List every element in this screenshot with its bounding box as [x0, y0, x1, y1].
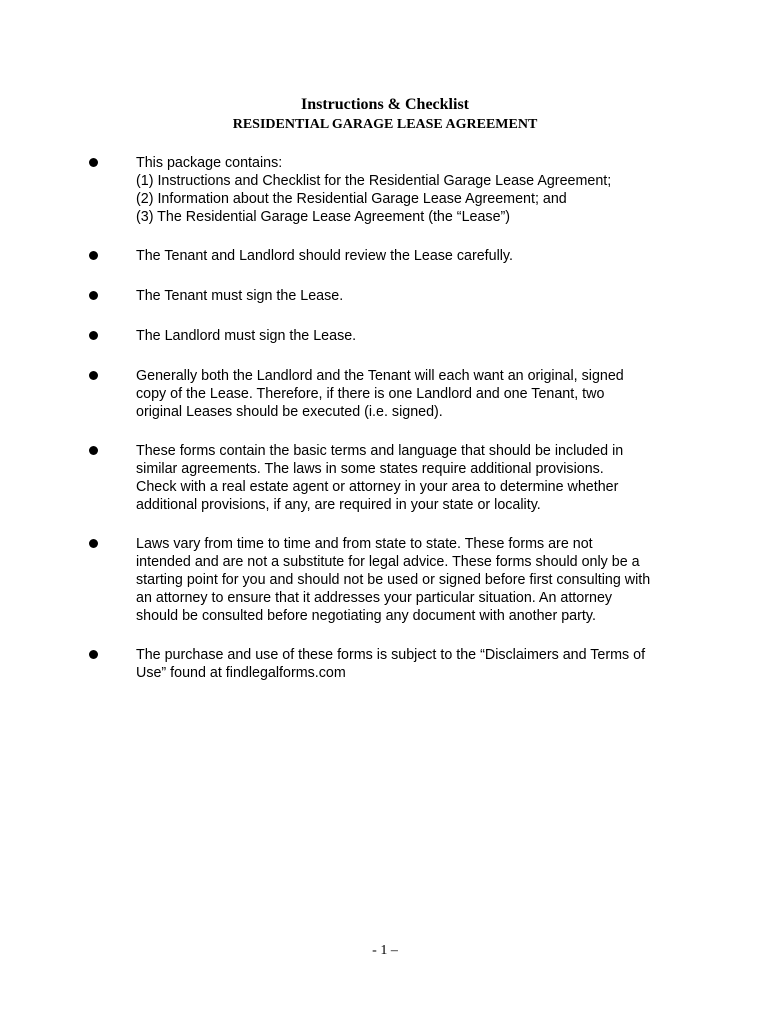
bullet-icon: [89, 539, 98, 548]
bullet-icon: [89, 251, 98, 260]
bullet-text: Laws vary from time to time and from state to state. These forms are not intended and are not a substitute for legal advice. These forms should only be a starting point for you and should not be used or signed before first consulting with an attorney to ensure that it addresses your particular situation. An attorney should be consulted before negotiating any document with another party.: [136, 536, 651, 624]
bullet-icon: [89, 158, 98, 167]
bullet-text: The purchase and use of these forms is subject to the “Disclaimers and Terms of Use” found at findlegalforms.com: [136, 647, 646, 681]
bullet-text: These forms contain the basic terms and language that should be included in similar agreements. The laws in some states require additional provisions. Check with a real estate agent or attorney in your area to determine whether additional provisions, if any, are required in your state or locality.: [136, 443, 624, 513]
bullet-icon: [89, 650, 98, 659]
bullet-text: The Tenant must sign the Lease.: [136, 288, 344, 304]
bullet-icon: [89, 446, 98, 455]
document-subtitle: RESIDENTIAL GARAGE LEASE AGREEMENT: [232, 117, 538, 132]
bullet-text: The Landlord must sign the Lease.: [136, 328, 357, 344]
bullet-text: This package contains: (1) Instructions and Checklist for the Residential Garage Lease Agreement; (2) Information about the Residential Garage Lease Agreement; and (3) The Residential Garage Lease Agreement (the “Lease”): [136, 155, 612, 225]
bullet-icon: [89, 331, 98, 340]
bullet-icon: [89, 291, 98, 300]
page-number: - 1 –: [372, 943, 398, 958]
document-title: Instructions & Checklist: [300, 96, 469, 113]
bullet-icon: [89, 371, 98, 380]
bullet-text: Generally both the Landlord and the Tenant will each want an original, signed copy of the Lease. Therefore, if there is one Landlord and one Tenant, two original Leases should be executed (i.e. signed).: [136, 368, 624, 420]
bullet-text: The Tenant and Landlord should review the Lease carefully.: [136, 248, 513, 264]
